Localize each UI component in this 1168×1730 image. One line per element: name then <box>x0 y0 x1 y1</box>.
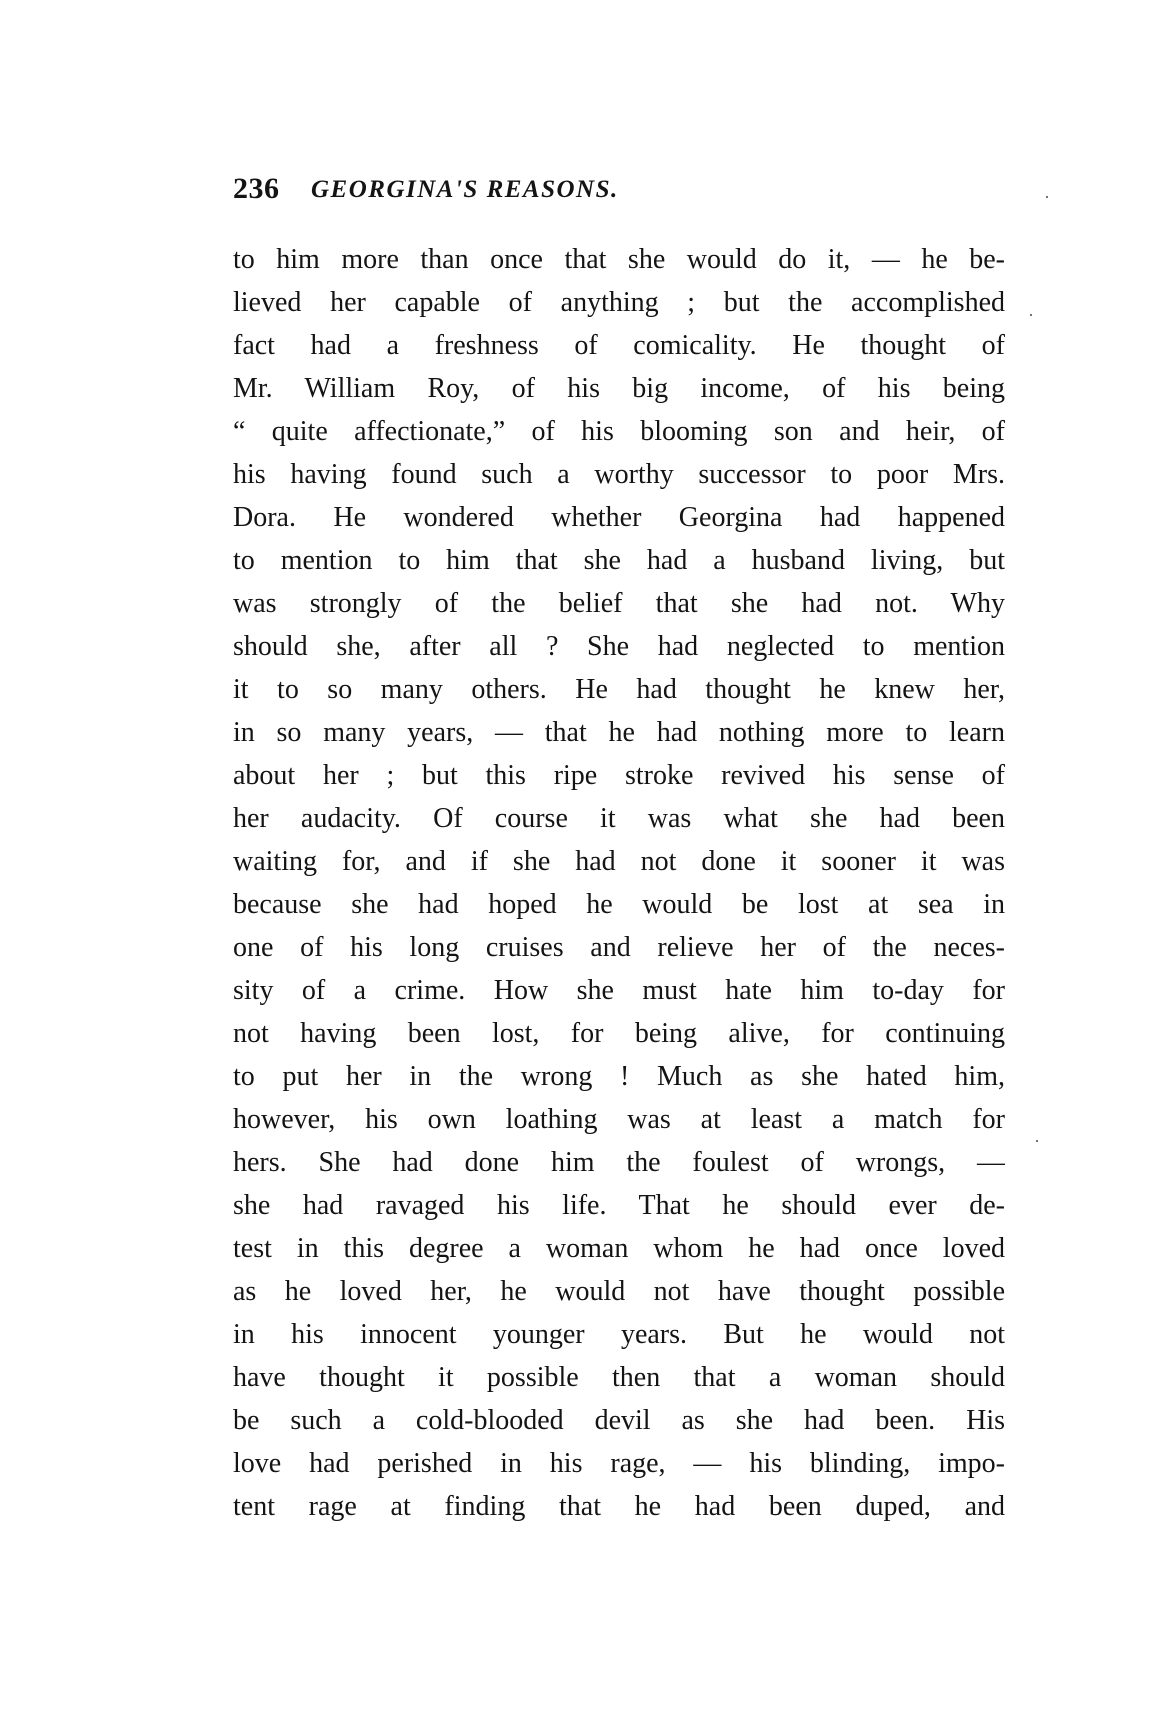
text-line: Mr. William Roy, of his big income, of his being <box>233 373 1005 404</box>
page-header <box>233 172 1005 216</box>
text-line: hers. She had done him the foulest of wrongs, — <box>233 1147 1005 1178</box>
text-line: to put her in the wrong ! Much as she hated him, <box>233 1061 1005 1092</box>
scan-speck <box>1046 196 1048 198</box>
text-line: her audacity. Of course it was what she had been <box>233 803 1005 834</box>
page-number: 236 <box>233 172 280 205</box>
running-title: GEORGINA'S REASONS. <box>311 176 619 203</box>
body-text <box>233 238 1005 1528</box>
text-line: she had ravaged his life. That he should ever de- <box>233 1190 1005 1221</box>
text-line: because she had hoped he would be lost at sea in <box>233 889 1005 920</box>
text-line: one of his long cruises and relieve her of the neces- <box>233 932 1005 963</box>
text-line: to mention to him that she had a husband living, but <box>233 545 1005 576</box>
text-line: in his innocent younger years. But he would not <box>233 1319 1005 1350</box>
text-line: test in this degree a woman whom he had once loved <box>233 1233 1005 1264</box>
text-line: “ quite affectionate,” of his blooming son and heir, of <box>233 416 1005 447</box>
text-line: to him more than once that she would do it, — he be- <box>233 244 1005 275</box>
text-line: be such a cold-blooded devil as she had been. His <box>233 1405 1005 1436</box>
text-line: in so many years, — that he had nothing more to learn <box>233 717 1005 748</box>
text-line: fact had a freshness of comicality. He thought of <box>233 330 1005 361</box>
text-line: lieved her capable of anything ; but the accomplished <box>233 287 1005 318</box>
text-line: tent rage at finding that he had been duped, and <box>233 1491 1005 1522</box>
text-line: should she, after all ? She had neglected to mention <box>233 631 1005 662</box>
text-line: however, his own loathing was at least a match for <box>233 1104 1005 1135</box>
text-line: love had perished in his rage, — his blinding, impo- <box>233 1448 1005 1479</box>
text-line: waiting for, and if she had not done it sooner it was <box>233 846 1005 877</box>
text-line: it to so many others. He had thought he knew her, <box>233 674 1005 705</box>
text-line: his having found such a worthy successor to poor Mrs. <box>233 459 1005 490</box>
text-line: was strongly of the belief that she had not. Why <box>233 588 1005 619</box>
scan-speck <box>1030 314 1032 316</box>
text-line: sity of a crime. How she must hate him to-day for <box>233 975 1005 1006</box>
scan-speck <box>1036 1140 1038 1142</box>
text-line: as he loved her, he would not have thought possible <box>233 1276 1005 1307</box>
text-line: not having been lost, for being alive, for continuing <box>233 1018 1005 1049</box>
text-line: Dora. He wondered whether Georgina had happened <box>233 502 1005 533</box>
text-line: have thought it possible then that a woman should <box>233 1362 1005 1393</box>
text-line: about her ; but this ripe stroke revived his sense of <box>233 760 1005 791</box>
